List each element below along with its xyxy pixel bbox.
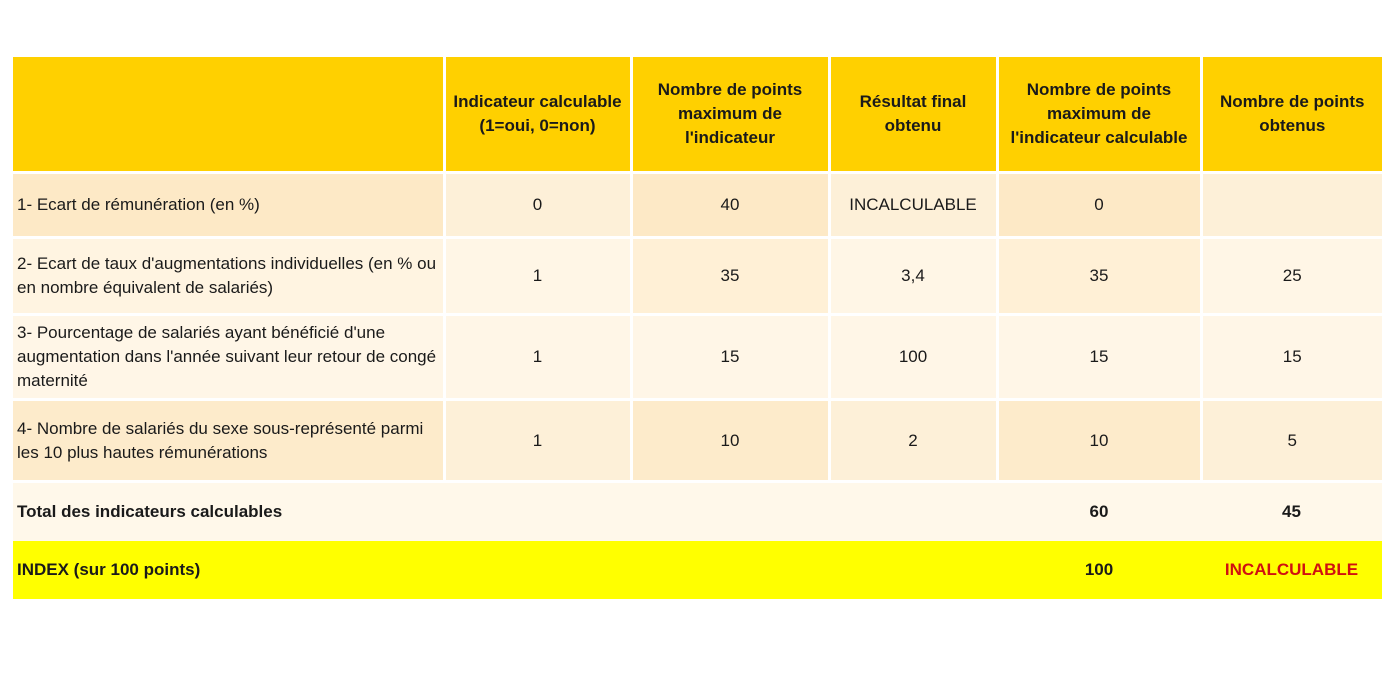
total-max-calc: 60 [997,482,1201,542]
cell-result: 3,4 [829,238,997,315]
table-row [13,315,1382,400]
index-obtained: INCALCULABLE [1201,541,1382,599]
header-obtained: Nombre de points obtenus [1201,57,1382,173]
cell-result: INCALCULABLE [829,173,997,238]
header-max-points: Nombre de points maximum de l'indicateur [631,57,829,173]
row-label: 1- Ecart de rémunération (en %) [13,173,444,238]
cell-max-calc: 10 [997,400,1201,482]
cell-max-points: 35 [631,238,829,315]
cell-max-calc: 35 [997,238,1201,315]
table-row [13,238,1382,315]
total-obtained: 45 [1201,482,1382,542]
header-indicator [13,57,444,173]
cell-max-points: 15 [631,315,829,400]
cell-obtained: 25 [1201,238,1382,315]
cell-result: 2 [829,400,997,482]
table-row [13,173,1382,238]
index-label: INDEX (sur 100 points) [13,541,444,599]
total-row [13,482,1382,542]
table-row [13,400,1382,482]
row-label: 4- Nombre de salariés du sexe sous-représenté parmi les 10 plus hautes rémunérations [13,400,444,482]
cell-max-points: 10 [631,400,829,482]
cell-result: 100 [829,315,997,400]
cell-calculable: 0 [444,173,631,238]
header-result: Résultat final obtenu [829,57,997,173]
cell-calculable: 1 [444,400,631,482]
cell-max-calc: 0 [997,173,1201,238]
cell-obtained: 15 [1201,315,1382,400]
row-label: 2- Ecart de taux d'augmentations individuelles (en % ou en nombre équivalent de salariés) [13,238,444,315]
index-max-calc: 100 [997,541,1201,599]
header-calculable: Indicateur calculable (1=oui, 0=non) [444,57,631,173]
row-label: 3- Pourcentage de salariés ayant bénéficié d'une augmentation dans l'année suivant leur retour de congé maternité [13,315,444,400]
cell-obtained: 5 [1201,400,1382,482]
index-row [13,541,1382,599]
index-egalite-table [13,57,1382,599]
header-row [13,57,1382,173]
cell-max-points: 40 [631,173,829,238]
total-label: Total des indicateurs calculables [13,482,444,542]
cell-max-calc: 15 [997,315,1201,400]
header-max-calc: Nombre de points maximum de l'indicateur calculable [997,57,1201,173]
cell-calculable: 1 [444,238,631,315]
cell-obtained [1201,173,1382,238]
cell-calculable: 1 [444,315,631,400]
